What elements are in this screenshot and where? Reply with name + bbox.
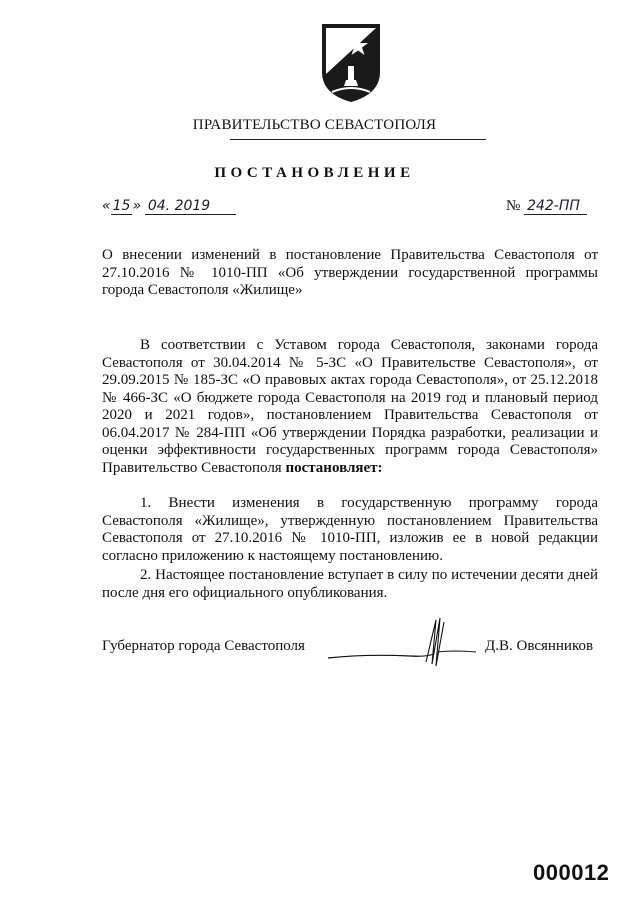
number-value: 242-ПП xyxy=(524,198,587,215)
number-sign: № xyxy=(506,198,521,214)
header-rule xyxy=(230,139,486,140)
item-2: 2. Настоящее постановление вступает в силу по истечении десяти дней после дня его официального опубликования. xyxy=(102,567,598,601)
government-name: ПРАВИТЕЛЬСТВО СЕВАСТОПОЛЯ xyxy=(192,117,437,133)
date-close-quote: » xyxy=(132,198,142,214)
decree-word: постановляет: xyxy=(285,459,383,476)
signer-name: Д.В. Овсянников xyxy=(485,638,594,654)
handwritten-signature xyxy=(326,612,486,670)
page-number: 000012 xyxy=(533,860,610,885)
coat-of-arms-emblem xyxy=(318,22,384,104)
document-date xyxy=(102,198,236,215)
date-day: 15 xyxy=(112,198,131,214)
date-open-quote: « xyxy=(102,198,111,214)
item-1: 1. Внести изменения в государственную программу города Севастополя «Жилище», утвержденную постановлением Правительства Севастополя от 27.10.2016 № 1010-ПП, изложив ее в новой редакции согласно приложению к настоящему постановлению. xyxy=(102,495,598,564)
preamble-paragraph xyxy=(102,337,598,477)
document-number xyxy=(506,198,587,215)
date-month-year: 04. 2019 xyxy=(145,198,236,215)
signer-title: Губернатор города Севастополя xyxy=(102,638,305,654)
preamble-text: В соответствии с Уставом города Севастополя, законами города Севастополя от 30.04.2014 № 5-ЗС «О Правительстве Севастополя», от 29.09.2015 № 185-ЗС «О правовых актах города Севастополя», от 25.12.2018 № 466-ЗС «О бюджете города Севастополя на 2019 год и плановый период 2020 и 2021 годов», постановлением Правительства Севастополя от 06.04.2017 № 284-ПП «Об утверждении Порядка разработки, реализации и оценки эффективности государственных программ города Севастополя» Правительство Севастополя xyxy=(102,337,598,476)
document-type: ПОСТАНОВЛЕНИЕ xyxy=(214,165,415,181)
document-subject: О внесении изменений в постановление Правительства Севастополя от 27.10.2016 № 1010-ПП «Об утверждении государственной программы города Севастополя «Жилище» xyxy=(102,247,598,298)
